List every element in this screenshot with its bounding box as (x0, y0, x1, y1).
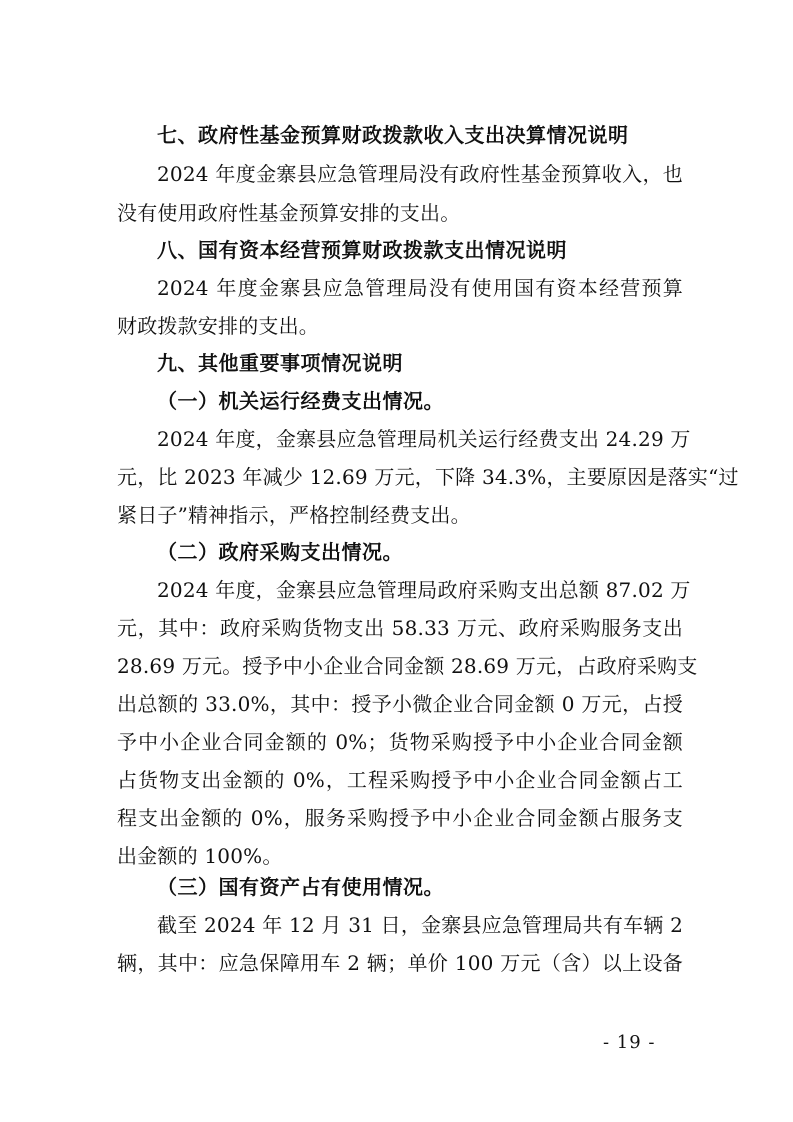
section-8-heading: 八、国有资本经营预算财政拨款支出情况说明 (157, 238, 567, 262)
section-9-1-line-1: 2024 年度，金寨县应急管理局机关运行经费支出 24.29 万 (157, 427, 691, 451)
section-9-2-line-1: 2024 年度，金寨县应急管理局政府采购支出总额 87.02 万 (157, 578, 691, 602)
section-9-2-heading: （二）政府采购支出情况。 (157, 540, 403, 564)
section-9-2-line-2: 元，其中：政府采购货物支出 58.33 万元、政府采购服务支出 (117, 616, 683, 640)
section-9-3-line-1: 截至 2024 年 12 月 31 日，金寨县应急管理局共有车辆 2 (157, 913, 683, 937)
section-9-2-line-6: 占货物支出金额的 0%，工程采购授予中小企业合同金额占工 (117, 768, 683, 792)
section-7-heading: 七、政府性基金预算财政拨款收入支出决算情况说明 (157, 123, 629, 147)
section-7-line-2: 没有使用政府性基金预算安排的支出。 (117, 201, 461, 225)
section-7-line-1: 2024 年度金寨县应急管理局没有政府性基金预算收入，也 (157, 162, 683, 186)
section-9-2-line-8: 出金额的 100%。 (117, 844, 283, 868)
section-9-heading: 九、其他重要事项情况说明 (157, 351, 403, 375)
section-9-2-line-4: 出总额的 33.0%，其中：授予小微企业合同金额 0 万元，占授 (117, 692, 683, 716)
section-9-2-line-3: 28.69 万元。授予中小企业合同金额 28.69 万元，占政府采购支 (117, 654, 698, 678)
page-number: - 19 - (603, 1032, 656, 1053)
section-9-3-line-2: 辆，其中：应急保障用车 2 辆；单价 100 万元（含）以上设备 (117, 951, 683, 975)
section-9-1-heading: （一）机关运行经费支出情况。 (157, 389, 444, 413)
section-9-1-line-2: 元，比 2023 年减少 12.69 万元，下降 34.3%，主要原因是落实“过 (117, 465, 739, 489)
section-9-2-line-5: 予中小企业合同金额的 0%；货物采购授予中小企业合同金额 (117, 730, 683, 754)
section-8-line-2: 财政拨款安排的支出。 (117, 314, 319, 338)
section-9-2-line-7: 程支出金额的 0%，服务采购授予中小企业合同金额占服务支 (117, 806, 683, 830)
section-8-line-1: 2024 年度金寨县应急管理局没有使用国有资本经营预算 (157, 276, 683, 300)
section-9-1-line-3: 紧日子”精神指示，严格控制经费支出。 (117, 503, 471, 527)
section-9-3-heading: （三）国有资产占有使用情况。 (157, 875, 444, 899)
